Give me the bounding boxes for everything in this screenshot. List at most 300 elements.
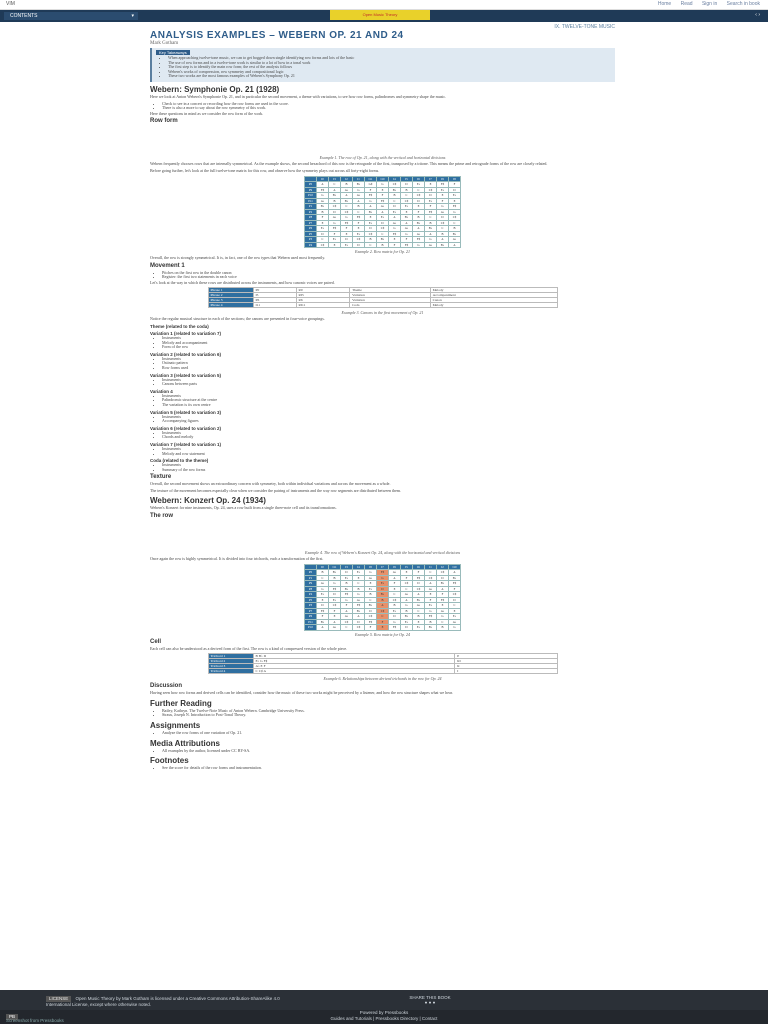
- table-cell: C: [317, 237, 329, 243]
- table-cell: A♭: [389, 220, 401, 226]
- twitter-icon[interactable]: ●: [428, 1000, 432, 1005]
- variation-heading: Coda (related to the theme): [150, 458, 209, 464]
- table-cell: E♭: [449, 193, 461, 199]
- variation-list: [150, 431, 615, 440]
- paragraph: Let's look at the way in which these rows are distributed across the instruments, and how canonic voices are paired.: [150, 279, 335, 285]
- bullet-list: [150, 271, 615, 280]
- table-cell: A: [449, 570, 461, 576]
- table-cell: E: [449, 608, 461, 614]
- table-cell: Variation: [350, 293, 430, 298]
- table-cell: B♭: [437, 242, 449, 248]
- table-cell: A: [389, 575, 401, 581]
- license-text[interactable]: Open Music Theory by Mark Gotham is licensed under a Creative Commons Attribution-ShareAlike 4.0 International License, except where otherwise noted.: [46, 996, 280, 1007]
- table-cell: A: [377, 603, 389, 609]
- variation-heading: Variation 4: [150, 388, 173, 394]
- example-5-caption: Example 5. Row matrix for Op. 24: [354, 631, 411, 637]
- table-cell: B♭: [329, 193, 341, 199]
- table-cell: E♭ G F♯: [253, 659, 455, 664]
- table-cell: A♭: [401, 592, 413, 598]
- search-link[interactable]: Search in book: [726, 1, 760, 7]
- table-cell: G: [449, 625, 461, 631]
- table-cell: B: [365, 237, 377, 243]
- canon-table: [208, 287, 558, 308]
- table-cell: A♭: [425, 586, 437, 592]
- list-item: • Chords and melody: [162, 435, 615, 440]
- music-example-1: [150, 126, 615, 154]
- table-cell: F: [341, 226, 353, 232]
- table-cell: A♭: [317, 198, 329, 204]
- share-label: SHARE THIS BOOK: [409, 995, 451, 1000]
- table-cell: B: [425, 220, 437, 226]
- table-cell: D: [425, 193, 437, 199]
- top-bar-left: VIM: [6, 1, 15, 7]
- table-cell: P3: [305, 237, 317, 243]
- table-cell: P7: [305, 220, 317, 226]
- table-cell: G: [377, 182, 389, 188]
- table-cell: B: [437, 231, 449, 237]
- subheading-movement-1: Movement 1: [150, 262, 185, 269]
- table-cell: G♯: [365, 182, 377, 188]
- variations-list: [150, 331, 615, 472]
- table-cell: B: [341, 182, 353, 188]
- table-cell: E♭: [317, 592, 329, 598]
- table-cell: A: [449, 242, 461, 248]
- table-cell: E: [353, 575, 365, 581]
- table-cell: B♭: [365, 209, 377, 215]
- table-cell: Variation: [350, 298, 430, 303]
- table-cell: F: [413, 570, 425, 576]
- table-cell: F♯: [425, 614, 437, 620]
- table-cell: F♯: [413, 575, 425, 581]
- table-cell: F: [317, 215, 329, 221]
- table-cell: C: [425, 570, 437, 576]
- sign-in-link[interactable]: Sign in: [701, 1, 718, 7]
- list-item: • Instruments: [162, 415, 615, 420]
- table-cell: F: [365, 625, 377, 631]
- table-cell: F♯: [437, 597, 449, 603]
- list-item: • Instruments: [162, 447, 615, 452]
- home-link[interactable]: Home: [657, 1, 672, 7]
- list-item: • Melody and row statement: [162, 452, 615, 457]
- table-cell: P8: [305, 215, 317, 221]
- variation-heading: Variation 6 (related to variation 2): [150, 425, 222, 431]
- table-cell: E♭: [401, 204, 413, 210]
- key-takeaways-list: [156, 56, 611, 79]
- table-cell: P1: [305, 575, 317, 581]
- facebook-icon[interactable]: ●: [424, 1000, 428, 1005]
- table-cell: C: [389, 198, 401, 204]
- table-cell: Trichord 1: [208, 654, 253, 659]
- list-item: • Webern's works of compression, row symmetry and compositional logic: [168, 70, 611, 75]
- table-cell: B: [329, 198, 341, 204]
- assignments-list: [150, 731, 615, 736]
- table-cell: Coda: [350, 303, 430, 308]
- table-cell: A♭: [341, 187, 353, 193]
- table-cell: F: [437, 592, 449, 598]
- table-cell: P4: [305, 242, 317, 248]
- table-cell: P8: [305, 586, 317, 592]
- footnotes-list: [150, 766, 615, 771]
- table-cell: F: [401, 575, 413, 581]
- read-link[interactable]: Read: [680, 1, 693, 7]
- table-cell: P0: [305, 182, 317, 188]
- table-cell: P11: [305, 198, 317, 204]
- watermark: Screenshot from Pressbooks: [6, 1018, 64, 1023]
- table-cell: D: [341, 237, 353, 243]
- table-cell: F: [341, 603, 353, 609]
- table-cell: I6: [413, 176, 425, 182]
- table-cell: I10: [377, 176, 389, 182]
- table-cell: B♭: [341, 198, 353, 204]
- list-item: • Row forms used: [162, 366, 615, 371]
- table-cell: C♯: [353, 237, 365, 243]
- table-cell: D: [341, 570, 353, 576]
- table-cell: E♭: [401, 619, 413, 625]
- table-cell: D: [353, 242, 365, 248]
- subheading-texture: Texture: [150, 474, 172, 481]
- license-block: [46, 996, 296, 1007]
- table-cell: F: [389, 581, 401, 587]
- list-item: • Instruments: [162, 463, 615, 468]
- table-cell: E: [401, 570, 413, 576]
- table-cell: C♯: [317, 242, 329, 248]
- table-cell: F: [449, 182, 461, 188]
- table-cell: E♭: [425, 198, 437, 204]
- powered-by[interactable]: Powered by Pressbooks: [359, 1010, 409, 1015]
- table-cell: C♯: [365, 231, 377, 237]
- license-badge: LICENSE: [46, 996, 71, 1002]
- table-cell: F: [413, 209, 425, 215]
- table-cell: P0: [253, 288, 296, 293]
- table-cell: F♯: [341, 220, 353, 226]
- list-item: • Instruments: [162, 431, 615, 436]
- key-takeaways-box: [150, 48, 615, 82]
- table-cell: C: [401, 193, 413, 199]
- paragraph: Before going further, let's look at the full twelve-tone matrix for this row, and observe how the symmetry plays out across all forty-eight forms.: [150, 167, 380, 173]
- table-cell: B♭: [377, 237, 389, 243]
- table-cell: A♭: [449, 619, 461, 625]
- table-cell: A♭: [437, 608, 449, 614]
- table-cell: Phrase 3: [208, 298, 253, 303]
- table-cell: D: [413, 581, 425, 587]
- book-title[interactable]: Open Music Theory: [330, 10, 430, 20]
- table-cell: E♭: [353, 231, 365, 237]
- variation-heading: Variation 3 (related to variation 5): [150, 372, 222, 378]
- table-cell: A♭ E F: [253, 664, 455, 669]
- footer-bottom: [0, 1010, 768, 1024]
- table-cell: D: [401, 625, 413, 631]
- table-cell: E: [329, 614, 341, 620]
- table-cell: E♭: [329, 597, 341, 603]
- table-cell: P0: [305, 570, 317, 576]
- contents-toggle[interactable]: [4, 12, 138, 20]
- table-cell: C: [353, 209, 365, 215]
- table-cell: A: [341, 608, 353, 614]
- table-cell: F: [449, 586, 461, 592]
- chevron-down-icon: ▾: [131, 13, 134, 19]
- table-cell: F♯: [377, 570, 389, 576]
- table-cell: D: [401, 182, 413, 188]
- table-cell: E: [353, 226, 365, 232]
- table-cell: C: [437, 226, 449, 232]
- table-cell: A: [401, 220, 413, 226]
- table-cell: B♭: [389, 187, 401, 193]
- table-cell: B: [401, 187, 413, 193]
- table-row: [305, 625, 461, 631]
- table-cell: I11: [253, 303, 296, 308]
- table-cell: E: [425, 592, 437, 598]
- table-cell: A: [437, 237, 449, 243]
- paragraph: Here these questions in mind as we consider the row form of the work.: [150, 110, 264, 116]
- table-cell: G: [437, 614, 449, 620]
- table-cell: E: [401, 209, 413, 215]
- table-cell: F♯: [353, 603, 365, 609]
- paragraph: Each cell can also be understood as a derived form of the first. The row is a kind of compressed version of the whole piece.: [150, 645, 348, 651]
- table-cell: B♭: [377, 592, 389, 598]
- table-cell: B♭: [449, 231, 461, 237]
- table-cell: D: [377, 586, 389, 592]
- table-cell: A: [353, 614, 365, 620]
- table-cell: F: [329, 231, 341, 237]
- table-cell: B♭: [413, 220, 425, 226]
- table-cell: F♯: [317, 608, 329, 614]
- table-cell: G: [329, 220, 341, 226]
- subheading-the-row: The row: [150, 513, 174, 520]
- table-cell: E: [389, 237, 401, 243]
- top-bar: [0, 0, 768, 10]
- table-cell: F: [425, 597, 437, 603]
- table-cell: C♯: [425, 575, 437, 581]
- table-cell: I5: [401, 176, 413, 182]
- variation-list: [150, 357, 615, 371]
- table-cell: P5: [305, 231, 317, 237]
- variation-heading: Variation 7 (related to variation 1): [150, 441, 222, 447]
- table-cell: F♯: [365, 193, 377, 199]
- prev-icon[interactable]: ‹: [755, 12, 757, 18]
- table-cell: F♯: [317, 187, 329, 193]
- list-item: • There is also a more to say about the row symmetry of this work.: [162, 106, 615, 111]
- table-cell: P5: [305, 597, 317, 603]
- table-cell: E♭: [425, 603, 437, 609]
- paragraph: Overall, the row is strongly symmetrical. It is, in fact, one of the row types that Webern used most frequently.: [150, 255, 326, 261]
- table-cell: B: [425, 619, 437, 625]
- table-cell: A♭: [389, 570, 401, 576]
- table-cell: G: [437, 204, 449, 210]
- table-cell: I2: [341, 176, 353, 182]
- table-cell: B: [389, 603, 401, 609]
- table-cell: C: [401, 586, 413, 592]
- list-item: • Check to see in a concert or recording how the row forms are used in the score.: [162, 102, 615, 107]
- table-cell: Trichord 4: [208, 669, 253, 674]
- table-cell: C: [413, 608, 425, 614]
- table-cell: Melody: [430, 303, 557, 308]
- table-cell: G: [329, 581, 341, 587]
- chapter-label: IX. TWELVE-TONE MUSIC: [554, 24, 615, 30]
- table-cell: P6: [305, 614, 317, 620]
- table-cell: Theme: [350, 288, 430, 293]
- list-item: • Analyze the row forms of one variation of Op. 21.: [162, 731, 615, 736]
- table-cell: G: [389, 619, 401, 625]
- subheading-row-form: Row form: [150, 118, 178, 125]
- table-cell: F♯: [353, 215, 365, 221]
- table-cell: F: [377, 193, 389, 199]
- table-cell: B♭: [353, 182, 365, 188]
- table-cell: B: [413, 215, 425, 221]
- table-cell: Canon: [430, 298, 557, 303]
- table-cell: P6: [305, 226, 317, 232]
- table-cell: C: [449, 220, 461, 226]
- footer-links[interactable]: Guides and Tutorials | Pressbooks Directory | Contact: [330, 1016, 438, 1021]
- table-cell: C: [377, 231, 389, 237]
- table-cell: RI11: [296, 303, 350, 308]
- example-3-caption: Example 3. Canons in the first movement of Op. 21: [341, 310, 424, 316]
- list-item: • Instruments: [162, 394, 615, 399]
- table-cell: I5: [253, 293, 296, 298]
- table-cell: A: [341, 193, 353, 199]
- table-cell: C♯: [341, 619, 353, 625]
- table-cell: C♯: [365, 614, 377, 620]
- next-icon[interactable]: ›: [758, 12, 760, 18]
- table-cell: F♯: [329, 586, 341, 592]
- table-cell: B♭: [341, 586, 353, 592]
- table-cell: F: [401, 237, 413, 243]
- table-cell: E: [317, 220, 329, 226]
- table-cell: G: [425, 608, 437, 614]
- table-cell: F: [353, 220, 365, 226]
- table-cell: C: [377, 614, 389, 620]
- top-links: [650, 1, 760, 7]
- paragraph: Webern's Konzert for nine instruments, Op. 24, uses a row built from a single three-note cell and its transformations.: [150, 505, 337, 511]
- table-cell: C♯: [341, 209, 353, 215]
- table-cell: C♯: [389, 182, 401, 188]
- list-item: • Straus, Joseph N. Introduction to Post-Tonal Theory.: [162, 713, 615, 718]
- table-cell: E: [317, 597, 329, 603]
- paragraph: The texture of the movement becomes especially clear when we consider the pairing of instruments and the way row segments are distributed between them.: [150, 487, 402, 493]
- table-cell: G: [425, 237, 437, 243]
- cell-table: [208, 653, 558, 674]
- list-item: • Canons between parts: [162, 382, 615, 387]
- table-cell: C: [389, 592, 401, 598]
- paragraph: Webern frequently chooses rows that are internally symmetrical. As the example shows, the second hexachord of this row is the retrograde of the first, transposed by a tritone. This means the prime and retrograde forms of the row are closely related.: [150, 161, 548, 167]
- table-cell: A♭: [425, 242, 437, 248]
- variation-heading: Variation 5 (related to variation 3): [150, 409, 222, 415]
- subheading-discussion: Discussion: [150, 683, 183, 690]
- table-cell: G: [377, 575, 389, 581]
- table-cell: P1: [305, 204, 317, 210]
- table-cell: B: [401, 608, 413, 614]
- table-cell: B♭: [401, 215, 413, 221]
- table-cell: B: [317, 570, 329, 576]
- table-cell: E: [449, 198, 461, 204]
- table-cell: D: [437, 215, 449, 221]
- table-cell: C♯: [449, 215, 461, 221]
- table-cell: G: [365, 198, 377, 204]
- table-cell: F♯: [341, 592, 353, 598]
- table-cell: I0: [317, 564, 329, 570]
- table-cell: Trichord 2: [208, 659, 253, 664]
- list-item: • Melody and accompaniment: [162, 341, 615, 346]
- table-cell: I11: [329, 564, 341, 570]
- list-item: • Register: the first two statements in each voice: [162, 275, 615, 280]
- email-icon[interactable]: ●: [432, 1000, 436, 1005]
- bullet-list: [150, 102, 615, 111]
- table-cell: A♭: [413, 231, 425, 237]
- table-cell: C: [437, 619, 449, 625]
- table-cell: G: [389, 226, 401, 232]
- table-cell: E♭: [449, 614, 461, 620]
- table-cell: B♭: [413, 597, 425, 603]
- table-cell: I7: [377, 564, 389, 570]
- table-cell: C: [353, 581, 365, 587]
- table-cell: I9: [389, 564, 401, 570]
- table-cell: C C♯ A: [253, 669, 455, 674]
- table-cell: I11: [365, 176, 377, 182]
- table-cell: B♭: [401, 614, 413, 620]
- table-row: [208, 303, 557, 308]
- table-cell: I9: [437, 176, 449, 182]
- table-cell: I6: [413, 564, 425, 570]
- table-cell: F: [365, 187, 377, 193]
- table-cell: C♯: [377, 226, 389, 232]
- table-cell: Trichord 3: [208, 664, 253, 669]
- table-cell: D: [317, 603, 329, 609]
- subheading-cell: Cell: [150, 638, 162, 645]
- table-cell: E♭: [341, 575, 353, 581]
- pressbooks-logo[interactable]: PB: [6, 1014, 18, 1020]
- table-cell: Accompaniment: [430, 293, 557, 298]
- variation-list: [150, 336, 615, 350]
- table-cell: B♭: [437, 581, 449, 587]
- table-cell: P3: [305, 603, 317, 609]
- contents-label: CONTENTS: [10, 13, 38, 19]
- table-cell: B: [377, 597, 389, 603]
- table-cell: E♭: [413, 182, 425, 188]
- table-cell: I7: [425, 176, 437, 182]
- table-cell: I3: [329, 176, 341, 182]
- table-cell: G: [401, 231, 413, 237]
- table-cell: B: [389, 193, 401, 199]
- table-cell: C♯: [413, 586, 425, 592]
- list-item: • Summary of the row forms: [162, 468, 615, 473]
- table-cell: E♭: [341, 242, 353, 248]
- variation-heading: Variation 2 (related to variation 6): [150, 351, 222, 357]
- assignments-heading: Assignments: [150, 721, 201, 731]
- table-cell: B: [353, 204, 365, 210]
- list-item: • Instruments: [162, 357, 615, 362]
- table-cell: A: [329, 619, 341, 625]
- page-title: ANALYSIS EXAMPLES – WEBERN OP. 21 AND 24: [150, 30, 404, 41]
- table-cell: I0: [317, 176, 329, 182]
- table-cell: Phrase 4: [208, 303, 253, 308]
- table-cell: A: [317, 625, 329, 631]
- table-cell: A: [353, 198, 365, 204]
- paragraph: Once again the row is highly symmetrical. It is divided into four trichords, each a transformation of the first.: [150, 556, 324, 562]
- table-cell: E♭: [317, 226, 329, 232]
- table-cell: E: [365, 215, 377, 221]
- table-cell: F♯: [449, 581, 461, 587]
- section-heading-op24: Webern: Konzert Op. 24 (1934): [150, 496, 266, 506]
- list-item: • All examples by the author, licensed under CC BY-SA.: [162, 749, 615, 754]
- table-cell: A♭: [317, 581, 329, 587]
- table-cell: D: [389, 204, 401, 210]
- share-icons: [390, 1000, 470, 1005]
- table-cell: I4: [353, 564, 365, 570]
- table-cell: E: [365, 581, 377, 587]
- table-cell: B: [365, 592, 377, 598]
- table-cell: C♯: [377, 608, 389, 614]
- table-cell: C♯: [437, 570, 449, 576]
- table-cell: C♯: [329, 204, 341, 210]
